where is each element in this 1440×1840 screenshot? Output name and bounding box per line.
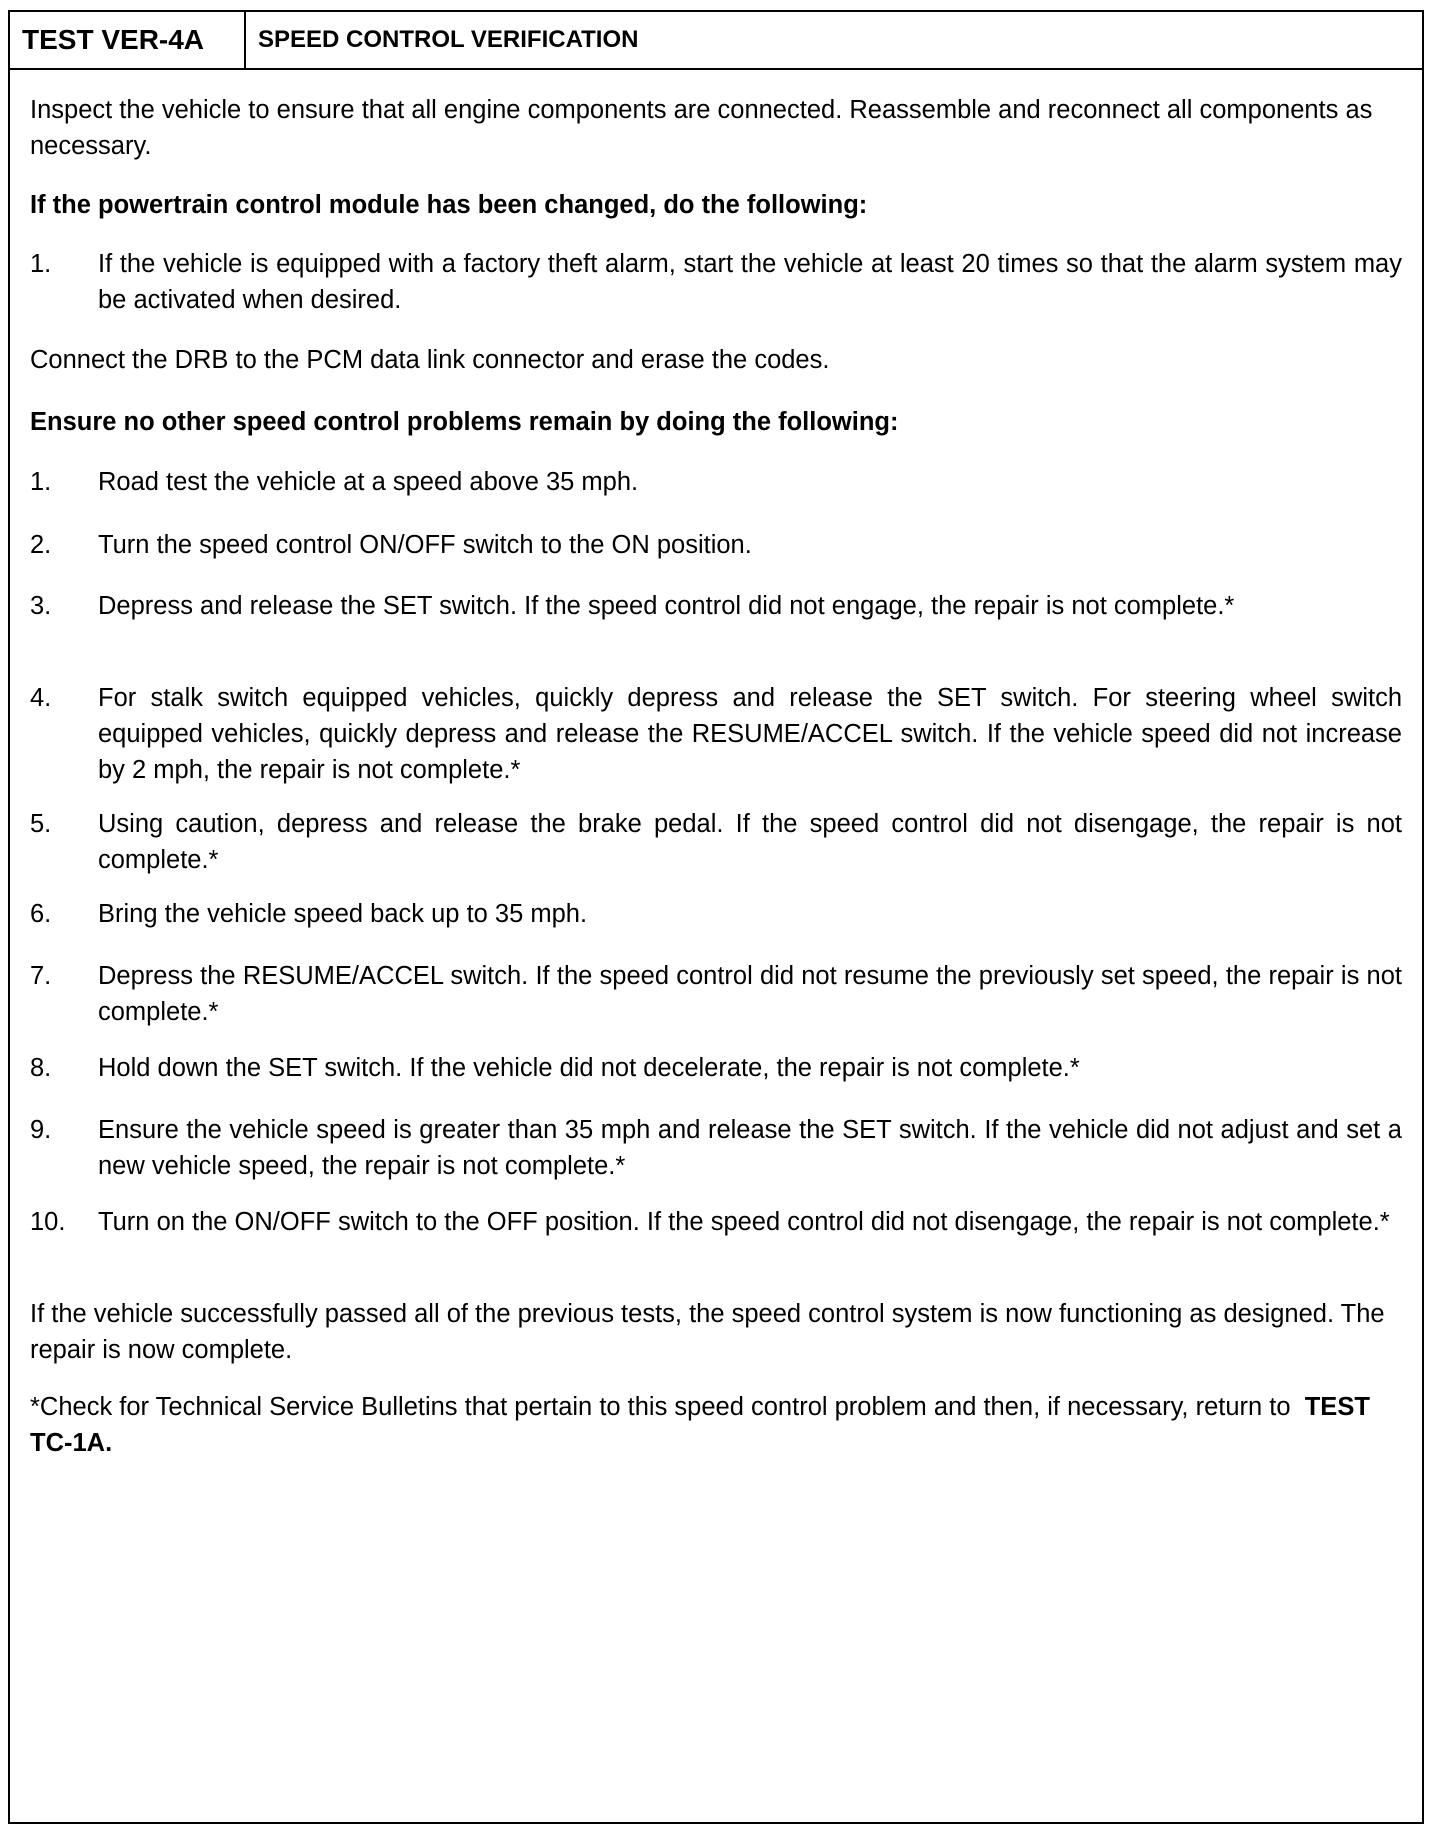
list-item	[30, 958, 1402, 1030]
step-number: 1.	[30, 250, 52, 278]
step-text: Depress the RESUME/ACCEL switch. If the speed control did not resume the previously set speed, the repair is not complete.*	[98, 962, 1402, 1026]
list-item	[30, 527, 1402, 563]
step-text: Using caution, depress and release the brake pedal. If the speed control did not disengage, the repair is not complete.*	[98, 810, 1402, 874]
conclusion-paragraph: If the vehicle successfully passed all of the previous tests, the speed control system is now functioning as designed. The repair is now complete.	[30, 1300, 1385, 1364]
step-number: 4.	[30, 684, 52, 712]
step-text: Road test the vehicle at a speed above 35 mph.	[98, 468, 639, 496]
step-number: 8.	[30, 1054, 52, 1082]
step-text: Hold down the SET switch. If the vehicle did not decelerate, the repair is not complete.*	[98, 1054, 1080, 1082]
ensure-heading: Ensure no other speed control problems remain by doing the following:	[30, 408, 899, 436]
step-text: Turn the speed control ON/OFF switch to the ON position.	[98, 531, 752, 559]
step-number: 2.	[30, 531, 52, 559]
list-item	[30, 588, 1402, 624]
step-number: 7.	[30, 962, 52, 990]
step-text: Depress and release the SET switch. If the speed control did not engage, the repair is not complete.*	[98, 592, 1235, 620]
list-item	[30, 1204, 1402, 1240]
list-item	[30, 806, 1402, 878]
test-reference-link: TEST TC-1A.	[30, 1393, 1370, 1457]
test-id: TEST VER-4A	[10, 12, 246, 68]
pcm-step	[30, 246, 1402, 318]
test-header	[10, 12, 1422, 70]
footnote-text: *Check for Technical Service Bulletins that pertain to this speed control problem and then, if necessary, return to	[30, 1393, 1291, 1421]
intro-paragraph: Inspect the vehicle to ensure that all engine components are connected. Reassemble and reconnect all components as necessary.	[30, 96, 1373, 160]
footnote	[30, 1389, 1402, 1461]
list-item	[30, 1112, 1402, 1184]
step-number: 9.	[30, 1116, 52, 1144]
list-item	[30, 680, 1402, 788]
pcm-heading: If the powertrain control module has been changed, do the following:	[30, 191, 868, 219]
list-item	[30, 896, 1402, 932]
step-text: Turn on the ON/OFF switch to the OFF position. If the speed control did not disengage, the repair is not complete.*	[98, 1208, 1390, 1236]
step-number: 10.	[30, 1208, 66, 1236]
step-text: Bring the vehicle speed back up to 35 mph.	[98, 900, 588, 928]
step-number: 3.	[30, 592, 52, 620]
step-number: 5.	[30, 810, 52, 838]
list-item	[30, 464, 1402, 500]
list-item	[30, 1050, 1402, 1086]
step-number: 6.	[30, 900, 52, 928]
test-procedure-frame	[8, 10, 1424, 1824]
step-number: 1.	[30, 468, 52, 496]
test-title: SPEED CONTROL VERIFICATION	[258, 26, 639, 53]
connect-paragraph: Connect the DRB to the PCM data link connector and erase the codes.	[30, 346, 830, 374]
step-text: For stalk switch equipped vehicles, quickly depress and release the SET switch. For steering wheel switch equipped vehicles, quickly depress and release the RESUME/ACCEL switch. If the vehicle speed did not increase by 2 mph, the repair is not complete.*	[98, 684, 1402, 784]
step-text: Ensure the vehicle speed is greater than 35 mph and release the SET switch. If the vehicle did not adjust and set a new vehicle speed, the repair is not complete.*	[98, 1116, 1402, 1180]
step-text: If the vehicle is equipped with a factory theft alarm, start the vehicle at least 20 times so that the alarm system may be activated when desired.	[98, 250, 1402, 314]
